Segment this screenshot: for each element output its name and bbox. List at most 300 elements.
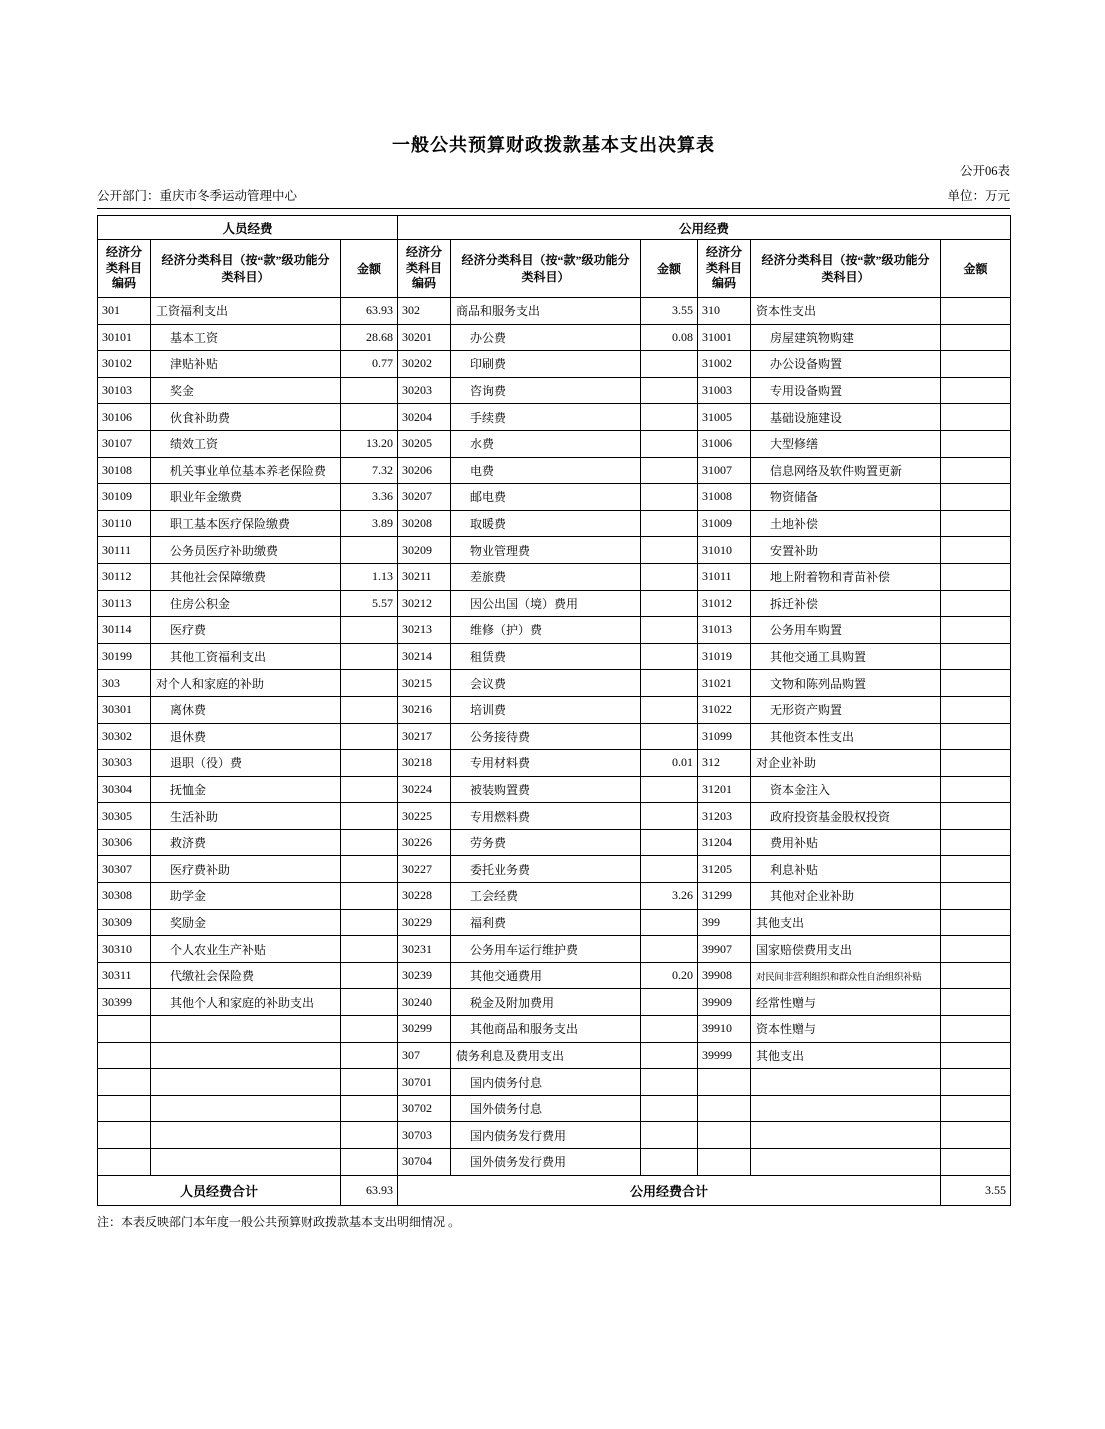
amount-cell: [341, 909, 398, 936]
subject-cell: 国内债务发行费用: [451, 1122, 641, 1149]
header-code: 经济分类科目编码: [98, 240, 151, 298]
subject-cell: 退休费: [151, 723, 341, 750]
amount-cell: [641, 989, 698, 1016]
code-cell: 30112: [98, 563, 151, 590]
amount-cell: [641, 696, 698, 723]
amount-cell: [941, 324, 1011, 351]
code-cell: 30309: [98, 909, 151, 936]
amount-cell: [641, 430, 698, 457]
code-cell: 30305: [98, 803, 151, 830]
code-cell: 31008: [698, 484, 751, 511]
code-cell: 30306: [98, 829, 151, 856]
subject-cell: 差旅费: [451, 563, 641, 590]
code-cell: 30208: [398, 510, 451, 537]
amount-cell: [641, 617, 698, 644]
code-cell: 30102: [98, 351, 151, 378]
code-cell: 30701: [398, 1069, 451, 1096]
subject-cell: 其他资本性支出: [751, 723, 941, 750]
code-cell: 31201: [698, 776, 751, 803]
subject-cell: 因公出国（境）费用: [451, 590, 641, 617]
subject-cell: 资本性支出: [751, 298, 941, 325]
code-cell: [98, 1095, 151, 1122]
amount-cell: [641, 590, 698, 617]
subject-cell: 物业管理费: [451, 537, 641, 564]
subject-cell: [751, 1149, 941, 1176]
table-row: [98, 351, 1011, 378]
code-cell: 30399: [98, 989, 151, 1016]
amount-cell: [941, 750, 1011, 777]
subject-cell: 其他交通费用: [451, 962, 641, 989]
code-cell: 30231: [398, 936, 451, 963]
subject-cell: 大型修缮: [751, 430, 941, 457]
totals-row: [98, 1175, 1011, 1205]
header-subject: 经济分类科目（按“款”级功能分类科目）: [151, 240, 341, 298]
subject-cell: 费用补贴: [751, 829, 941, 856]
amount-cell: [641, 1149, 698, 1176]
subject-cell: 救济费: [151, 829, 341, 856]
subject-cell: 基本工资: [151, 324, 341, 351]
table-row: [98, 909, 1011, 936]
subject-cell: [751, 1122, 941, 1149]
column-header-row: [98, 240, 1011, 298]
subject-cell: 商品和服务支出: [451, 298, 641, 325]
amount-cell: [341, 1016, 398, 1043]
subject-cell: 国内债务付息: [451, 1069, 641, 1096]
code-cell: 31001: [698, 324, 751, 351]
table-row: [98, 324, 1011, 351]
code-cell: 303: [98, 670, 151, 697]
amount-cell: [341, 696, 398, 723]
code-cell: 30212: [398, 590, 451, 617]
code-cell: 31204: [698, 829, 751, 856]
subject-cell: 手续费: [451, 404, 641, 431]
code-cell: 30108: [98, 457, 151, 484]
subject-cell: 绩效工资: [151, 430, 341, 457]
subject-cell: 职工基本医疗保险缴费: [151, 510, 341, 537]
table-row: [98, 776, 1011, 803]
code-cell: 39999: [698, 1042, 751, 1069]
subject-cell: 其他工资福利支出: [151, 643, 341, 670]
amount-cell: [941, 723, 1011, 750]
subject-cell: 利息补贴: [751, 856, 941, 883]
code-cell: [98, 1122, 151, 1149]
subject-cell: 对个人和家庭的补助: [151, 670, 341, 697]
amount-cell: 5.57: [341, 590, 398, 617]
table-row: [98, 563, 1011, 590]
code-cell: [698, 1122, 751, 1149]
subject-cell: 对企业补助: [751, 750, 941, 777]
subject-cell: 津贴补贴: [151, 351, 341, 378]
amount-cell: [641, 670, 698, 697]
amount-cell: 13.20: [341, 430, 398, 457]
group-header-public: 公用经费: [398, 216, 1011, 240]
code-cell: 30299: [398, 1016, 451, 1043]
code-cell: 30704: [398, 1149, 451, 1176]
subject-cell: [151, 1069, 341, 1096]
amount-cell: [641, 404, 698, 431]
code-cell: 30224: [398, 776, 451, 803]
code-cell: 30228: [398, 883, 451, 910]
code-cell: 30205: [398, 430, 451, 457]
subject-cell: 职业年金缴费: [151, 484, 341, 511]
amount-cell: [641, 1122, 698, 1149]
subject-cell: 其他个人和家庭的补助支出: [151, 989, 341, 1016]
amount-cell: [341, 829, 398, 856]
subject-cell: 其他商品和服务支出: [451, 1016, 641, 1043]
amount-cell: [341, 670, 398, 697]
subject-cell: 国家赔偿费用支出: [751, 936, 941, 963]
code-cell: 31019: [698, 643, 751, 670]
meta-row: [97, 186, 1010, 209]
code-cell: 30301: [98, 696, 151, 723]
table-header: [98, 216, 1011, 298]
amount-cell: 0.08: [641, 324, 698, 351]
subject-cell: 专用材料费: [451, 750, 641, 777]
code-cell: 30226: [398, 829, 451, 856]
table-row: [98, 1095, 1011, 1122]
code-cell: 39909: [698, 989, 751, 1016]
code-cell: 30214: [398, 643, 451, 670]
amount-cell: [641, 1095, 698, 1122]
amount-cell: [941, 617, 1011, 644]
code-cell: 30213: [398, 617, 451, 644]
department-label: 公开部门：重庆市冬季运动管理中心: [97, 189, 298, 203]
code-cell: 30307: [98, 856, 151, 883]
table-row: [98, 856, 1011, 883]
amount-cell: [941, 856, 1011, 883]
amount-cell: [941, 484, 1011, 511]
amount-cell: [941, 563, 1011, 590]
amount-cell: [341, 537, 398, 564]
amount-cell: [641, 510, 698, 537]
amount-cell: [341, 1069, 398, 1096]
subject-cell: 住房公积金: [151, 590, 341, 617]
code-cell: 31010: [698, 537, 751, 564]
amount-cell: [941, 829, 1011, 856]
code-cell: 31013: [698, 617, 751, 644]
code-cell: 30239: [398, 962, 451, 989]
subject-cell: 委托业务费: [451, 856, 641, 883]
code-cell: 312: [698, 750, 751, 777]
subject-cell: 劳务费: [451, 829, 641, 856]
amount-cell: 1.13: [341, 563, 398, 590]
subject-cell: 邮电费: [451, 484, 641, 511]
code-cell: 310: [698, 298, 751, 325]
amount-cell: [341, 1042, 398, 1069]
code-cell: 31205: [698, 856, 751, 883]
amount-cell: [641, 351, 698, 378]
code-cell: 30209: [398, 537, 451, 564]
public-total-amount: 3.55: [941, 1175, 1011, 1205]
table-row: [98, 643, 1011, 670]
amount-cell: [641, 803, 698, 830]
subject-cell: 对民间非营利组织和群众性自治组织补贴: [751, 962, 941, 989]
amount-cell: 28.68: [341, 324, 398, 351]
code-cell: 31012: [698, 590, 751, 617]
header-amount: 金额: [941, 240, 1011, 298]
subject-cell: 其他对企业补助: [751, 883, 941, 910]
subject-cell: 奖励金: [151, 909, 341, 936]
code-cell: 30107: [98, 430, 151, 457]
table-row: [98, 404, 1011, 431]
code-cell: 39907: [698, 936, 751, 963]
code-cell: 399: [698, 909, 751, 936]
subject-cell: 医疗费: [151, 617, 341, 644]
unit-label: 单位：万元: [947, 189, 1010, 203]
amount-cell: [341, 1149, 398, 1176]
subject-cell: 资本性赠与: [751, 1016, 941, 1043]
table-row: [98, 989, 1011, 1016]
code-cell: 31011: [698, 563, 751, 590]
table-row: [98, 1149, 1011, 1176]
code-cell: 30103: [98, 377, 151, 404]
table-row: [98, 670, 1011, 697]
page-title: 一般公共预算财政拨款基本支出决算表: [392, 135, 715, 155]
code-cell: 302: [398, 298, 451, 325]
amount-cell: [641, 484, 698, 511]
code-cell: 30240: [398, 989, 451, 1016]
code-cell: 30310: [98, 936, 151, 963]
amount-cell: [941, 457, 1011, 484]
amount-cell: [641, 457, 698, 484]
code-cell: 30302: [98, 723, 151, 750]
header-subject: 经济分类科目（按“款”级功能分类科目）: [751, 240, 941, 298]
table-row: [98, 1016, 1011, 1043]
amount-cell: [941, 1016, 1011, 1043]
table-row: [98, 537, 1011, 564]
code-cell: [698, 1069, 751, 1096]
subject-cell: 信息网络及软件购置更新: [751, 457, 941, 484]
header-code: 经济分类科目编码: [398, 240, 451, 298]
group-header-personnel: 人员经费: [98, 216, 398, 240]
table-row: [98, 298, 1011, 325]
code-cell: 30106: [98, 404, 151, 431]
subject-cell: 抚恤金: [151, 776, 341, 803]
table-row: [98, 1069, 1011, 1096]
table-row: [98, 377, 1011, 404]
code-cell: [98, 1069, 151, 1096]
code-cell: 30229: [398, 909, 451, 936]
code-cell: 31007: [698, 457, 751, 484]
subject-cell: 办公费: [451, 324, 641, 351]
code-cell: 31005: [698, 404, 751, 431]
header-subject: 经济分类科目（按“款”级功能分类科目）: [451, 240, 641, 298]
amount-cell: [341, 776, 398, 803]
subject-cell: 个人农业生产补贴: [151, 936, 341, 963]
group-header-row: [98, 216, 1011, 240]
subject-cell: 咨询费: [451, 377, 641, 404]
table-row: [98, 962, 1011, 989]
code-cell: 31006: [698, 430, 751, 457]
amount-cell: [641, 563, 698, 590]
subject-cell: 安置补助: [751, 537, 941, 564]
subject-cell: 被装购置费: [451, 776, 641, 803]
amount-cell: [341, 883, 398, 910]
amount-cell: [941, 1042, 1011, 1069]
amount-cell: [341, 643, 398, 670]
amount-cell: 7.32: [341, 457, 398, 484]
table-row: [98, 750, 1011, 777]
subject-cell: 房屋建筑物购建: [751, 324, 941, 351]
code-cell: 30211: [398, 563, 451, 590]
code-cell: 30203: [398, 377, 451, 404]
amount-cell: [941, 776, 1011, 803]
subject-cell: 其他交通工具购置: [751, 643, 941, 670]
subject-cell: 文物和陈列品购置: [751, 670, 941, 697]
subject-cell: 公务用车运行维护费: [451, 936, 641, 963]
code-cell: 30217: [398, 723, 451, 750]
amount-cell: [341, 936, 398, 963]
amount-cell: [641, 829, 698, 856]
subject-cell: 退职（役）费: [151, 750, 341, 777]
amount-cell: [641, 537, 698, 564]
amount-cell: [941, 962, 1011, 989]
subject-cell: 物资储备: [751, 484, 941, 511]
code-cell: 31022: [698, 696, 751, 723]
subject-cell: 维修（护）费: [451, 617, 641, 644]
amount-cell: [941, 909, 1011, 936]
amount-cell: 3.36: [341, 484, 398, 511]
subject-cell: 拆迁补偿: [751, 590, 941, 617]
subject-cell: 其他社会保障缴费: [151, 563, 341, 590]
table-row: [98, 829, 1011, 856]
code-cell: 30113: [98, 590, 151, 617]
header-amount: 金额: [341, 240, 398, 298]
header-code: 经济分类科目编码: [698, 240, 751, 298]
subject-cell: 专用设备购置: [751, 377, 941, 404]
code-cell: 31002: [698, 351, 751, 378]
code-cell: 30204: [398, 404, 451, 431]
amount-cell: [341, 1095, 398, 1122]
personnel-total-label: 人员经费合计: [98, 1175, 341, 1205]
subject-cell: [151, 1016, 341, 1043]
subject-cell: 机关事业单位基本养老保险费: [151, 457, 341, 484]
code-cell: 39908: [698, 962, 751, 989]
subject-cell: 离休费: [151, 696, 341, 723]
amount-cell: [941, 537, 1011, 564]
subject-cell: 专用燃料费: [451, 803, 641, 830]
subject-cell: 地上附着物和青苗补偿: [751, 563, 941, 590]
table-row: [98, 803, 1011, 830]
header-amount: 金额: [641, 240, 698, 298]
amount-cell: 0.01: [641, 750, 698, 777]
public-total-label: 公用经费合计: [398, 1175, 941, 1205]
amount-cell: 63.93: [341, 298, 398, 325]
code-cell: 30227: [398, 856, 451, 883]
subject-cell: 奖金: [151, 377, 341, 404]
code-cell: [98, 1042, 151, 1069]
amount-cell: [941, 404, 1011, 431]
subject-cell: 国外债务付息: [451, 1095, 641, 1122]
amount-cell: [941, 989, 1011, 1016]
subject-cell: 培训费: [451, 696, 641, 723]
code-cell: 30101: [98, 324, 151, 351]
amount-cell: [941, 1122, 1011, 1149]
amount-cell: [641, 643, 698, 670]
subject-cell: 取暖费: [451, 510, 641, 537]
code-cell: 30216: [398, 696, 451, 723]
subject-cell: [751, 1069, 941, 1096]
amount-cell: 3.26: [641, 883, 698, 910]
subject-cell: 工资福利支出: [151, 298, 341, 325]
table-row: [98, 457, 1011, 484]
code-cell: 30202: [398, 351, 451, 378]
table-row: [98, 883, 1011, 910]
amount-cell: [341, 803, 398, 830]
amount-cell: [941, 510, 1011, 537]
amount-cell: [941, 377, 1011, 404]
table-row: [98, 430, 1011, 457]
code-cell: 30225: [398, 803, 451, 830]
code-cell: 30304: [98, 776, 151, 803]
code-cell: 30110: [98, 510, 151, 537]
subject-cell: 伙食补助费: [151, 404, 341, 431]
subject-cell: [151, 1042, 341, 1069]
footnote: 注：本表反映部门本年度一般公共预算财政拨款基本支出明细情况 。: [97, 1214, 461, 1229]
code-cell: 30303: [98, 750, 151, 777]
subject-cell: 债务利息及费用支出: [451, 1042, 641, 1069]
code-cell: 30703: [398, 1122, 451, 1149]
subject-cell: 代缴社会保险费: [151, 962, 341, 989]
code-cell: 30215: [398, 670, 451, 697]
amount-cell: [641, 1069, 698, 1096]
code-cell: [698, 1149, 751, 1176]
amount-cell: [641, 776, 698, 803]
subject-cell: [151, 1095, 341, 1122]
amount-cell: 3.55: [641, 298, 698, 325]
amount-cell: 0.20: [641, 962, 698, 989]
amount-cell: [341, 750, 398, 777]
subject-cell: 政府投资基金股权投资: [751, 803, 941, 830]
subject-cell: 福利费: [451, 909, 641, 936]
subject-cell: 税金及附加费用: [451, 989, 641, 1016]
amount-cell: [641, 1016, 698, 1043]
code-cell: [698, 1095, 751, 1122]
amount-cell: [941, 1149, 1011, 1176]
table-row: [98, 1042, 1011, 1069]
amount-cell: [641, 936, 698, 963]
amount-cell: [341, 377, 398, 404]
table-row: [98, 1122, 1011, 1149]
code-cell: 30218: [398, 750, 451, 777]
amount-cell: [941, 430, 1011, 457]
amount-cell: [941, 696, 1011, 723]
subject-cell: [751, 1095, 941, 1122]
subject-cell: 公务用车购置: [751, 617, 941, 644]
table-footer: [98, 1175, 1011, 1205]
expenditure-table: [97, 215, 1011, 1206]
subject-cell: 电费: [451, 457, 641, 484]
amount-cell: [941, 936, 1011, 963]
amount-cell: [941, 643, 1011, 670]
subject-cell: 其他支出: [751, 1042, 941, 1069]
amount-cell: [641, 856, 698, 883]
code-cell: 31009: [698, 510, 751, 537]
amount-cell: [341, 856, 398, 883]
subject-cell: 公务接待费: [451, 723, 641, 750]
amount-cell: 0.77: [341, 351, 398, 378]
subject-cell: 工会经费: [451, 883, 641, 910]
subject-cell: 办公设备购置: [751, 351, 941, 378]
amount-cell: [941, 1095, 1011, 1122]
amount-cell: [341, 404, 398, 431]
amount-cell: [341, 723, 398, 750]
subject-cell: 租赁费: [451, 643, 641, 670]
subject-cell: 医疗费补助: [151, 856, 341, 883]
table-row: [98, 723, 1011, 750]
personnel-total-amount: 63.93: [341, 1175, 398, 1205]
subject-cell: 公务员医疗补助缴费: [151, 537, 341, 564]
